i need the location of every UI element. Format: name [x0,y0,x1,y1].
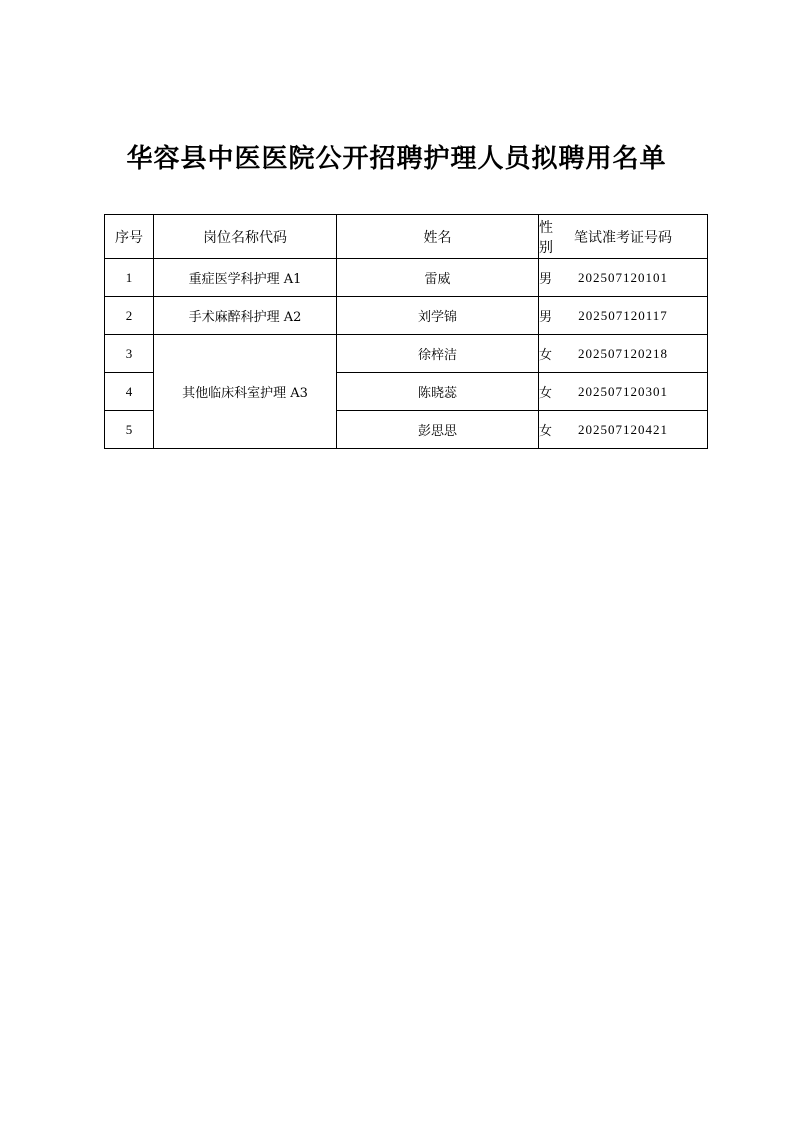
cell-position: 重症医学科护理 A1 [154,259,337,297]
cell-name: 陈晓蕊 [337,373,539,411]
cell-exam-no: 202507120117 [539,297,708,335]
cell-seq: 5 [105,411,154,449]
cell-exam-no: 202507120301 [539,373,708,411]
table-row: 4 陈晓蕊 女 202507120301 [105,373,708,411]
cell-seq: 4 [105,373,154,411]
cell-seq: 1 [105,259,154,297]
cell-position: 手术麻醉科护理 A2 [154,297,337,335]
cell-seq: 3 [105,335,154,373]
table-row: 3 其他临床科室护理 A3 徐梓洁 女 202507120218 [105,335,708,373]
table-row: 1 重症医学科护理 A1 雷威 男 202507120101 [105,259,708,297]
cell-exam-no: 202507120218 [539,335,708,373]
header-exam-no: 笔试准考证号码 [539,215,708,259]
header-name: 姓名 [337,215,539,259]
cell-name: 徐梓洁 [337,335,539,373]
cell-exam-no: 202507120421 [539,411,708,449]
cell-name: 彭思思 [337,411,539,449]
cell-name: 刘学锦 [337,297,539,335]
table-row: 2 手术麻醉科护理 A2 刘学锦 男 202507120117 [105,297,708,335]
cell-name: 雷威 [337,259,539,297]
cell-seq: 2 [105,297,154,335]
table-header-row: 序号 岗位名称代码 姓名 性别 笔试准考证号码 [105,215,708,259]
hiring-list-table [104,214,708,449]
table-row: 5 彭思思 女 202507120421 [105,411,708,449]
cell-exam-no: 202507120101 [539,259,708,297]
document-title: 华容县中医医院公开招聘护理人员拟聘用名单 [126,144,667,174]
header-seq: 序号 [105,215,154,259]
cell-position-merged: 其他临床科室护理 A3 [154,335,337,449]
header-position: 岗位名称代码 [154,215,337,259]
